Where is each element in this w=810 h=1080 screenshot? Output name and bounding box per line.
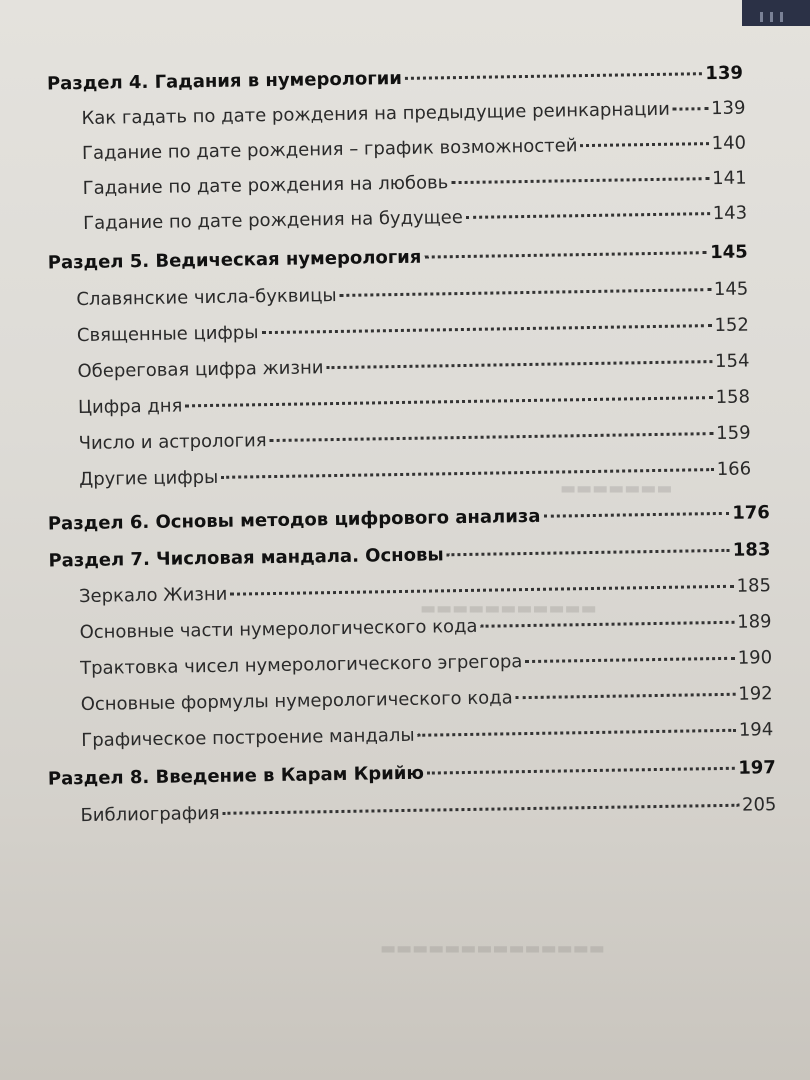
dot-leader (543, 512, 729, 518)
dot-leader (340, 288, 711, 297)
bleed-through-text: ▬▬▬▬▬▬▬▬▬▬▬ (420, 600, 597, 620)
dot-leader (580, 142, 708, 147)
item-title: Основные части нумерологического кода (79, 615, 478, 644)
toc-item-row[interactable] (78, 387, 750, 419)
page-number: 194 (738, 719, 774, 741)
dot-leader (673, 107, 708, 111)
page-number: 166 (716, 458, 752, 481)
page-number: 139 (710, 97, 746, 120)
page-number: 192 (738, 683, 773, 705)
page-number: 190 (737, 647, 773, 669)
item-title: Другие цифры (79, 466, 219, 491)
page-number: 159 (716, 422, 751, 445)
section-title: Раздел 4. Гадания в нумерологии (46, 67, 403, 95)
item-title: Славянские числа-буквицы (76, 284, 337, 311)
toc-item-row[interactable] (83, 203, 747, 234)
page-number: 152 (714, 314, 750, 337)
bleed-through-text: ▬▬▬▬▬▬▬▬▬▬▬▬▬▬ (380, 940, 605, 960)
page-number: 143 (712, 202, 748, 225)
toc-item-row[interactable] (80, 794, 776, 826)
toc-item-row[interactable] (77, 351, 749, 383)
toc-section-row[interactable] (48, 539, 770, 571)
toc-item-row[interactable] (80, 647, 772, 679)
dot-leader (516, 693, 736, 699)
dot-leader (261, 324, 711, 334)
item-title: Гадание по дате рождения – график возможностей (81, 135, 578, 164)
page-number: 141 (712, 167, 747, 190)
item-title: Священные цифры (76, 322, 259, 347)
dot-leader (466, 212, 710, 219)
toc-item-row[interactable] (79, 458, 751, 490)
dot-leader (223, 804, 739, 815)
toc-section-row[interactable] (48, 757, 776, 789)
toc-section-row[interactable] (47, 63, 743, 95)
dot-leader (230, 585, 733, 596)
page-number: 183 (732, 539, 771, 561)
toc-item-row[interactable] (82, 168, 746, 199)
toc-item-row[interactable] (81, 719, 773, 751)
toc-section-row[interactable] (48, 502, 770, 534)
item-title: Гадание по дате рождения на будущее (83, 206, 463, 234)
dot-leader (185, 396, 712, 407)
dot-leader (427, 767, 735, 775)
section-title: Раздел 8. Введение в Карам Крийю (47, 762, 425, 790)
section-title: Раздел 7. Числовая мандала. Основы (48, 544, 444, 572)
section-title: Раздел 6. Основы методов цифрового анализа (47, 505, 541, 535)
item-title: Графическое построение мандалы (81, 724, 415, 752)
page-number: 145 (709, 241, 748, 264)
page-number: 205 (741, 794, 777, 816)
item-title: Библиография (80, 802, 220, 827)
dot-leader (326, 360, 712, 369)
page-number: 197 (738, 757, 776, 779)
dot-leader (405, 72, 702, 80)
dot-leader (221, 468, 714, 479)
toc-item-row[interactable] (79, 575, 771, 607)
dot-leader (270, 432, 714, 442)
dot-leader (525, 657, 734, 663)
toc-item-row[interactable] (81, 683, 773, 715)
page-number: 185 (736, 575, 772, 597)
section-title: Раздел 5. Ведическая нумерология (47, 246, 422, 274)
dot-leader (451, 177, 709, 184)
page-number: 140 (711, 132, 747, 155)
toc-item-row[interactable] (78, 422, 750, 454)
page-number: 189 (737, 611, 772, 633)
dot-leader (418, 729, 736, 737)
item-title: Как гадать по дате рождения на предыдущие реинкарнации (81, 98, 671, 129)
item-title: Основные формулы нумерологического кода (80, 687, 513, 716)
toc-item-row[interactable] (81, 98, 745, 129)
toc-item-row[interactable] (79, 611, 771, 643)
page-number: 158 (715, 386, 751, 409)
item-title: Трактовка чисел нумерологического эгрегора (80, 651, 523, 680)
item-title: Обереговая цифра жизни (77, 357, 324, 383)
dot-leader (424, 251, 707, 258)
toc-item-row[interactable] (82, 133, 746, 164)
page-number: 176 (732, 502, 770, 524)
toc-item-row[interactable] (76, 279, 748, 311)
item-title: Гадание по дате рождения на любовь (82, 172, 449, 199)
toc-section-row[interactable] (48, 242, 748, 274)
toc-item-row[interactable] (77, 315, 749, 347)
item-title: Зеркало Жизни (78, 583, 228, 608)
item-title: Число и астрология (78, 430, 267, 455)
page-number: 154 (714, 350, 750, 373)
bleed-through-text: ▬▬▬▬▬▬▬ (560, 480, 673, 500)
dot-leader (447, 549, 730, 556)
page-number: 139 (705, 62, 744, 85)
page-number: 145 (713, 278, 749, 301)
dot-leader (480, 621, 734, 628)
item-title: Цифра дня (77, 395, 183, 419)
